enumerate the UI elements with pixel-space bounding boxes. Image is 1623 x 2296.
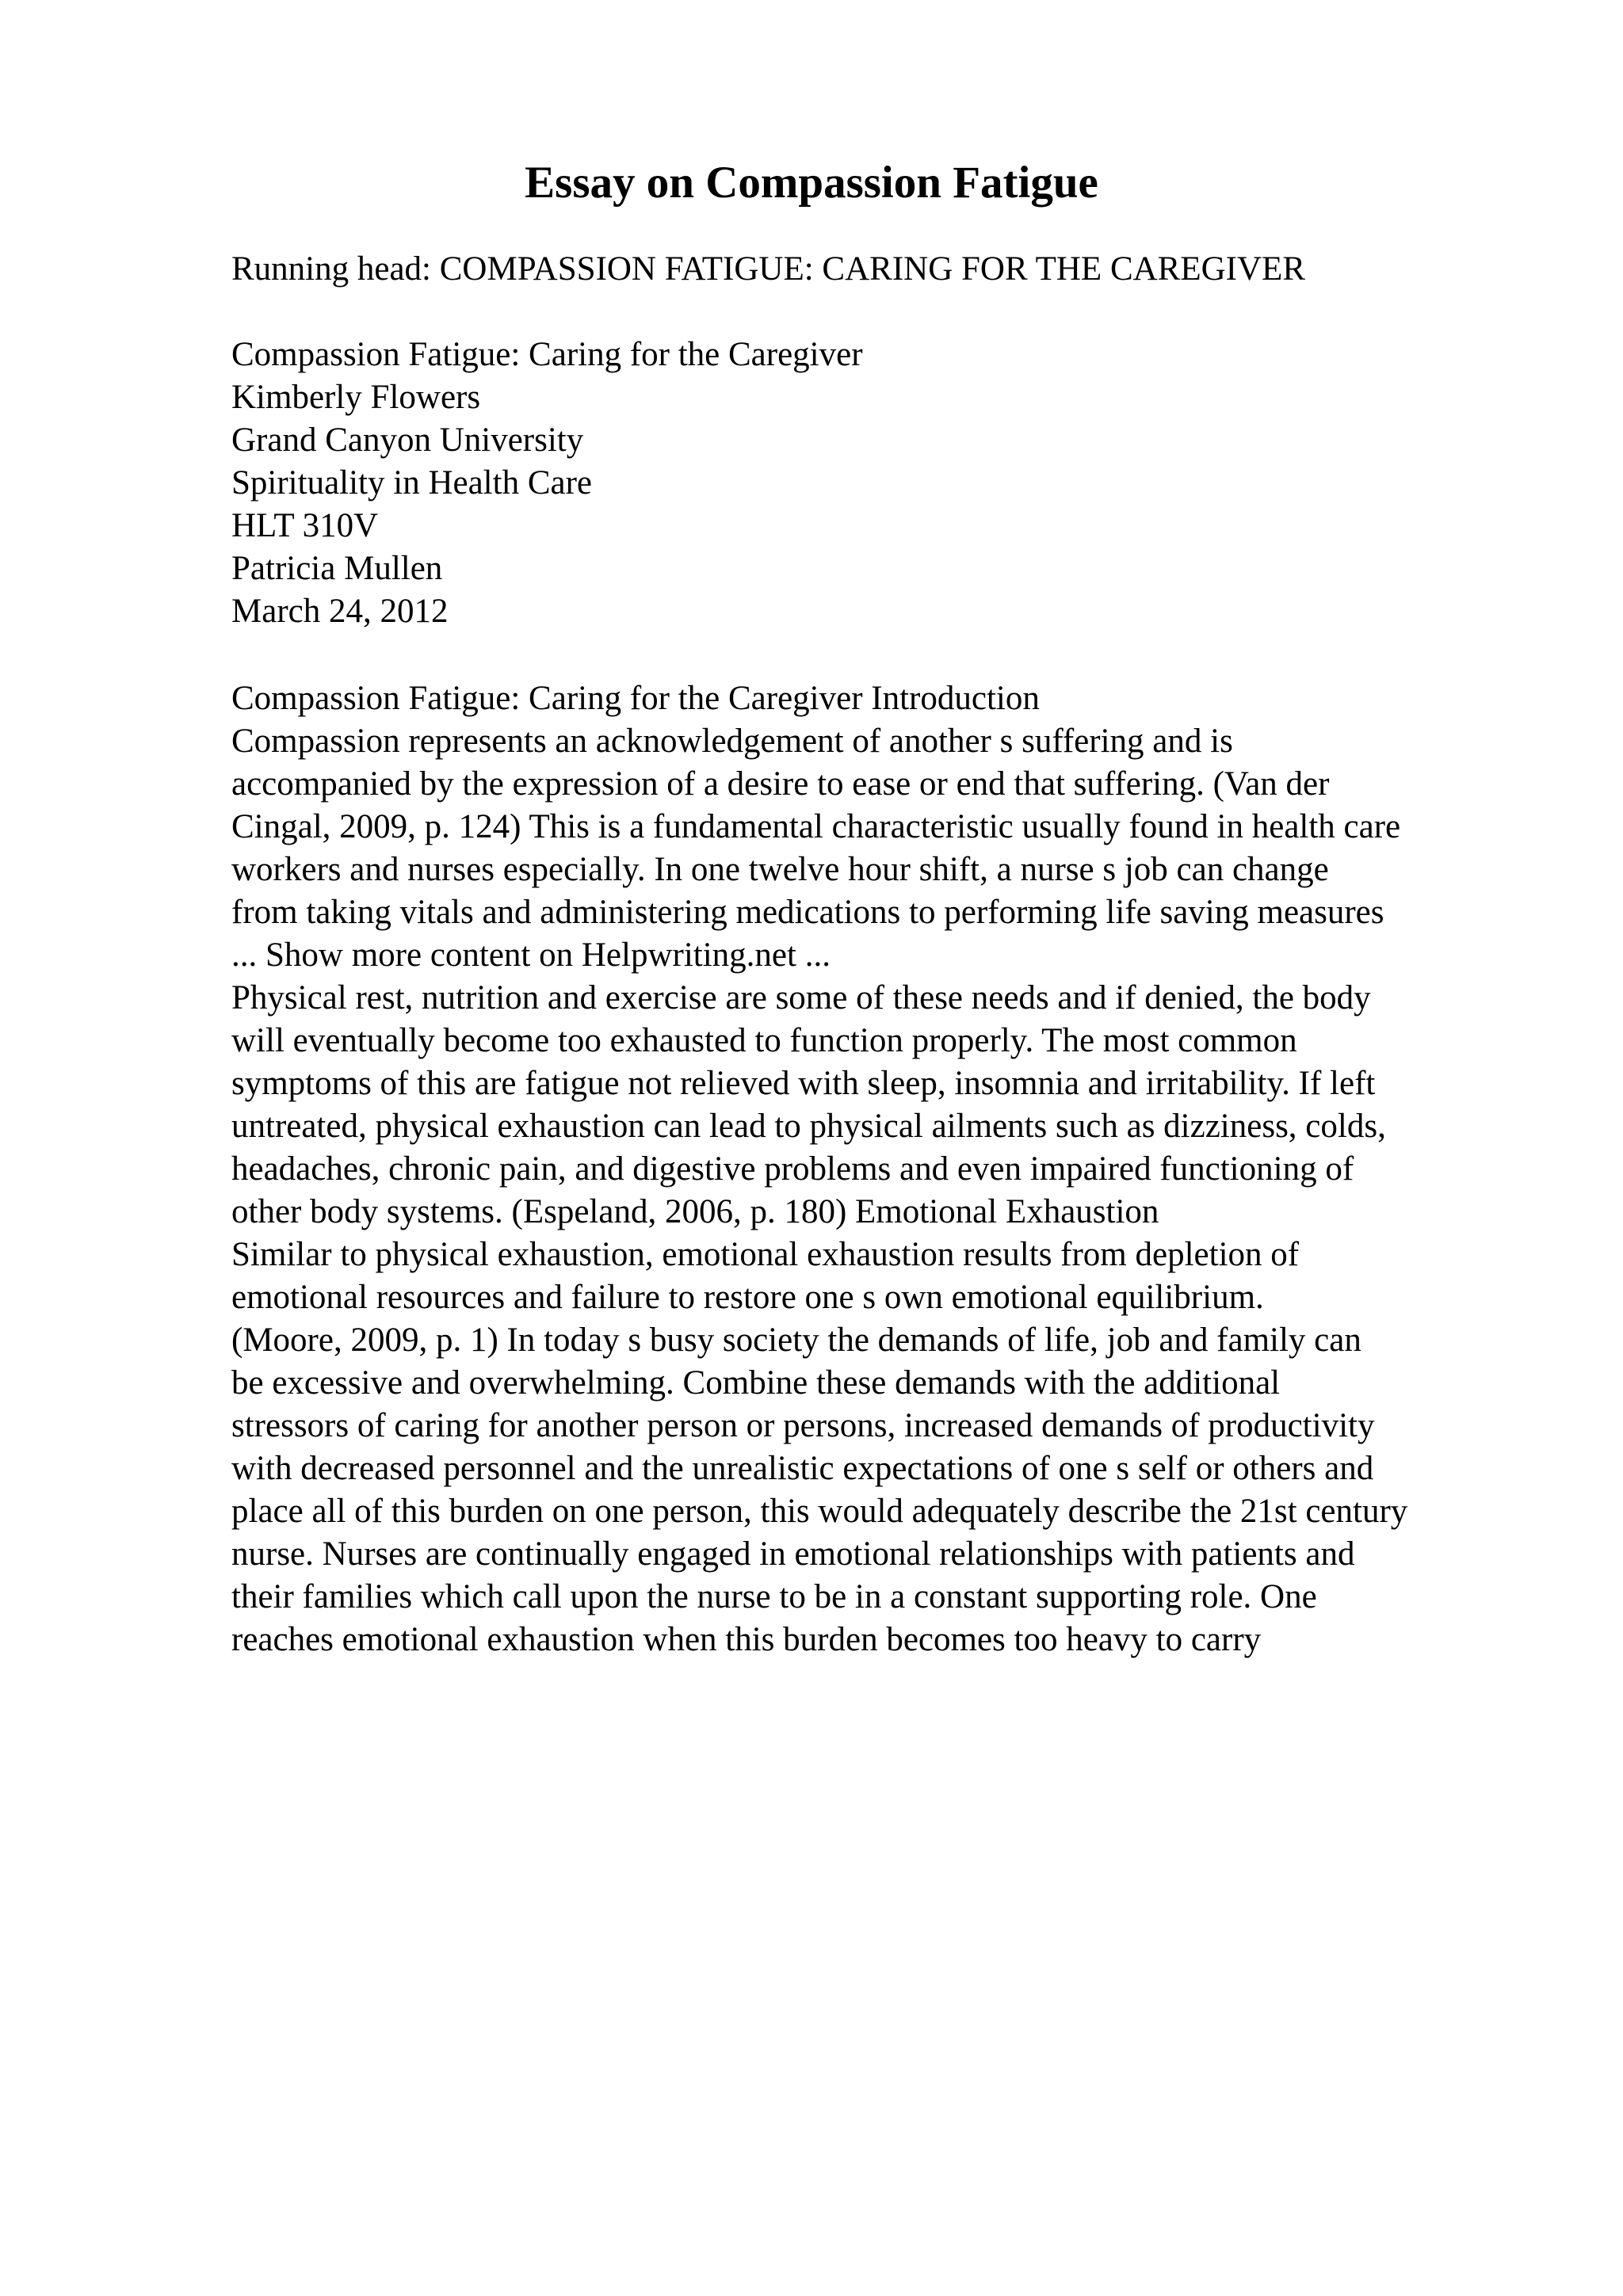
show-more-notice: ... Show more content on Helpwriting.net ... [231, 936, 831, 974]
title-block-line: March 24, 2012 [231, 593, 449, 630]
body-line: Similar to physical exhaustion, emotional exhaustion results from depletion of [231, 1236, 1300, 1273]
body-line: Physical rest, nutrition and exercise are some of these needs and if denied, the body [231, 979, 1371, 1016]
title-block-line: Grand Canyon University [231, 421, 584, 459]
body-line: nurse. Nurses are continually engaged in emotional relationships with patients and [231, 1535, 1355, 1573]
body-line: place all of this burden on one person, this would adequately describe the 21st century [231, 1493, 1408, 1530]
section-heading: Compassion Fatigue: Caring for the Caregiver Introduction [231, 680, 1040, 717]
body-line: headaches, chronic pain, and digestive problems and even impaired functioning of [231, 1150, 1354, 1188]
title-block-line: Compassion Fatigue: Caring for the Caregiver [231, 336, 863, 373]
body-line: Compassion represents an acknowledgement of another s suffering and is [231, 723, 1233, 760]
body-line: workers and nurses especially. In one twelve hour shift, a nurse s job can change [231, 851, 1329, 888]
title-block-line: Kimberly Flowers [231, 379, 481, 416]
body-line: from taking vitals and administering medications to performing life saving measures [231, 894, 1384, 931]
body-line: be excessive and overwhelming. Combine these demands with the additional [231, 1364, 1281, 1402]
body-line: their families which call upon the nurse to be in a constant supporting role. One [231, 1578, 1317, 1615]
body-line: emotional resources and failure to restore one s own emotional equilibrium. [231, 1279, 1264, 1316]
title-block-line: Spirituality in Health Care [231, 464, 592, 502]
body-line: other body systems. (Espeland, 2006, p. 180) Emotional Exhaustion [231, 1193, 1159, 1230]
title-block-line: Patricia Mullen [231, 550, 443, 587]
running-head: Running head: COMPASSION FATIGUE: CARING FOR THE CAREGIVER [231, 250, 1306, 288]
body-line: with decreased personnel and the unrealistic expectations of one s self or others and [231, 1450, 1374, 1487]
body-line: stressors of caring for another person or persons, increased demands of productivity [231, 1407, 1375, 1444]
body-line: reaches emotional exhaustion when this burden becomes too heavy to carry [231, 1621, 1262, 1658]
document-title: Essay on Compassion Fatigue [525, 158, 1098, 208]
body-line: symptoms of this are fatigue not relieved with sleep, insomnia and irritability. If left [231, 1065, 1376, 1102]
body-line: untreated, physical exhaustion can lead to physical ailments such as dizziness, colds, [231, 1108, 1386, 1145]
body-line: will eventually become too exhausted to function properly. The most common [231, 1022, 1297, 1059]
body-line: accompanied by the expression of a desire to ease or end that suffering. (Van der [231, 765, 1330, 803]
body-line: Cingal, 2009, p. 124) This is a fundamental characteristic usually found in health care [231, 808, 1401, 845]
body-line: (Moore, 2009, p. 1) In today s busy society the demands of life, job and family can [231, 1322, 1361, 1359]
title-block-line: HLT 310V [231, 507, 379, 544]
